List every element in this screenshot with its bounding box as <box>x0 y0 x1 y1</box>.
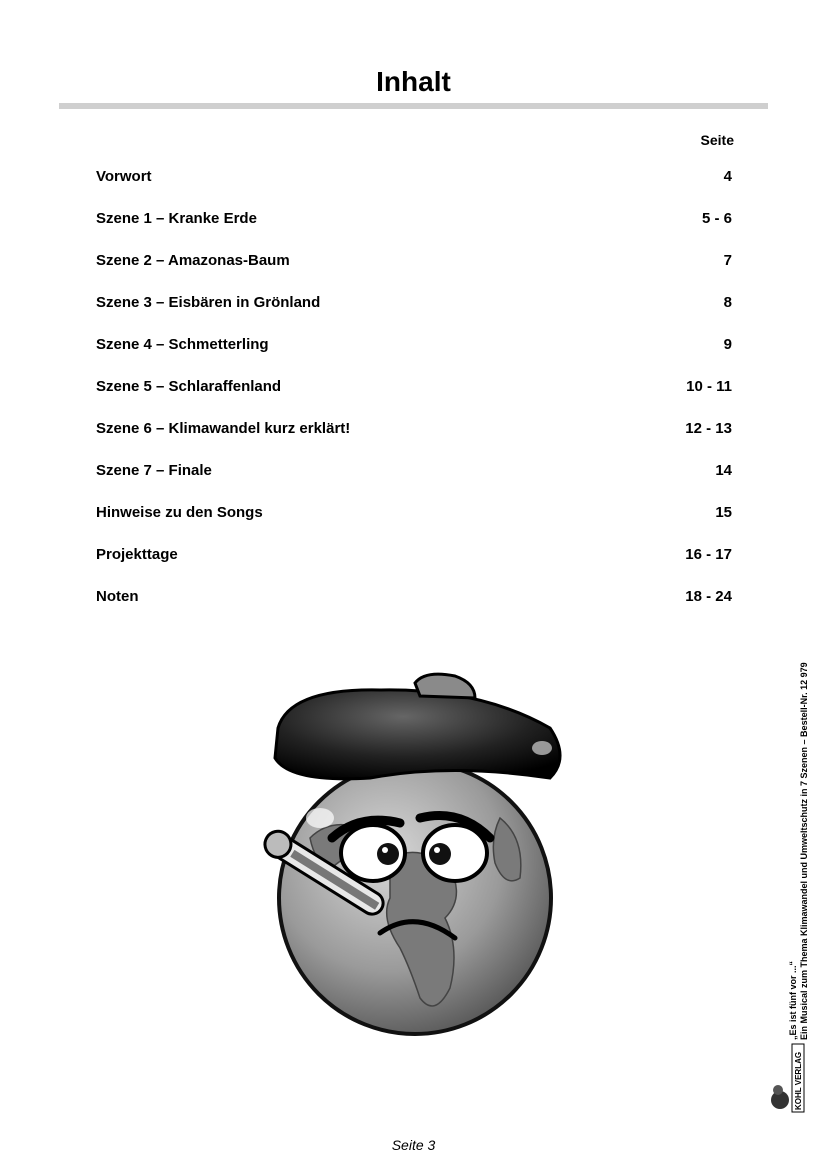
toc-label: Projekttage <box>96 546 178 563</box>
toc-row <box>96 420 732 462</box>
toc-label: Hinweise zu den Songs <box>96 504 263 521</box>
table-of-contents <box>96 168 732 630</box>
toc-label: Szene 2 – Amazonas-Baum <box>96 252 290 269</box>
page-footer: Seite 3 <box>391 1137 436 1153</box>
toc-row <box>96 252 732 294</box>
toc-pages: 5 - 6 <box>701 210 732 227</box>
toc-label: Vorwort <box>96 168 152 185</box>
toc-pages: 18 - 24 <box>685 588 732 605</box>
toc-label: Noten <box>96 588 139 605</box>
toc-pages: 16 - 17 <box>685 546 732 563</box>
series-subtitle: Ein Musical zum Thema Klimawandel und Umweltschutz in 7 Szenen – Bestell-Nr. 12 979 <box>799 662 809 1040</box>
toc-pages: 12 - 13 <box>685 420 732 437</box>
toc-row <box>96 588 732 630</box>
sick-earth-icon <box>250 668 580 1038</box>
toc-pages: 7 <box>723 252 732 269</box>
toc-row <box>96 294 732 336</box>
series-sidebar <box>788 662 810 1040</box>
toc-row <box>96 546 732 588</box>
toc-row <box>96 210 732 252</box>
toc-label: Szene 6 – Klimawandel kurz erklärt! <box>96 420 351 437</box>
toc-row <box>96 462 732 504</box>
toc-pages: 10 - 11 <box>686 378 732 395</box>
toc-pages: 15 <box>715 504 732 521</box>
toc-row <box>96 336 732 378</box>
toc-row <box>96 378 732 420</box>
page-title: Inhalt <box>376 66 451 97</box>
toc-label: Szene 4 – Schmetterling <box>96 336 269 353</box>
toc-label: Szene 5 – Schlaraffenland <box>96 378 282 395</box>
series-title: „Es ist fünf vor ...“ <box>788 960 798 1040</box>
toc-label: Szene 3 – Eisbären in Grönland <box>96 294 321 311</box>
page-column-header: Seite <box>700 132 734 148</box>
publisher-name: KOHL VERLAG <box>794 1051 803 1110</box>
toc-pages: 4 <box>723 168 732 185</box>
toc-label: Szene 1 – Kranke Erde <box>96 210 257 227</box>
toc-pages: 9 <box>723 336 732 353</box>
toc-pages: 8 <box>723 294 732 311</box>
toc-row <box>96 168 732 210</box>
publisher-logo <box>768 1040 806 1116</box>
title-divider <box>59 103 768 109</box>
toc-pages: 14 <box>715 462 732 479</box>
toc-row <box>96 504 732 546</box>
toc-label: Szene 7 – Finale <box>96 462 212 479</box>
